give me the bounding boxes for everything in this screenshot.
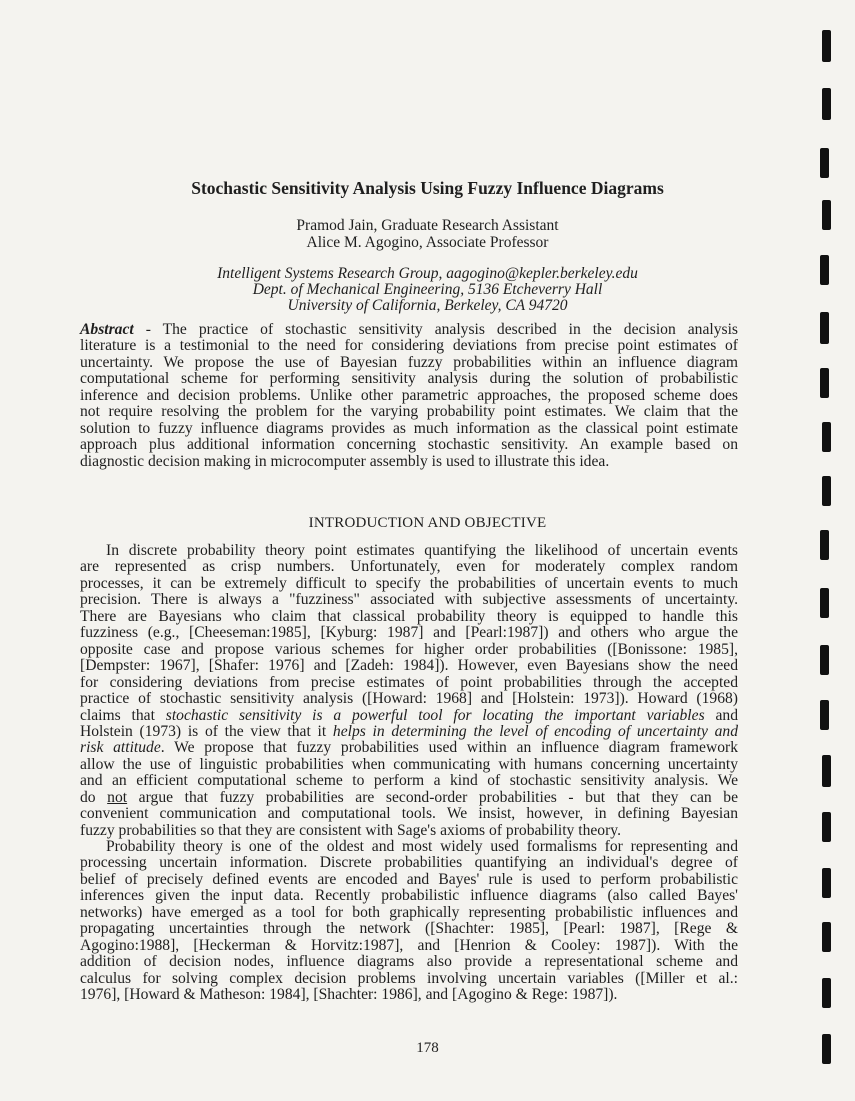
- text-span: claims that: [80, 706, 166, 724]
- scan-mark: [820, 700, 829, 730]
- author-1: Pramod Jain, Graduate Research Assistant: [296, 217, 559, 234]
- text-line: [80, 888, 738, 904]
- text-span: and an efficient computational scheme to perform a kind of stochastic sensitivity analysis. We: [80, 772, 738, 790]
- scan-mark: [822, 88, 831, 120]
- text-line: [80, 642, 738, 658]
- scan-mark: [820, 368, 829, 398]
- text-span: addition of decision nodes, influence diagrams also provide a representational scheme and: [80, 953, 738, 971]
- text-span: diagnostic decision making in microcomputer assembly is used to illustrate this idea.: [80, 452, 610, 470]
- affiliation: [0, 266, 855, 313]
- abstract: [80, 322, 738, 470]
- affiliation-line: University of California, Berkeley, CA 94720: [287, 296, 568, 314]
- text-line: [80, 691, 738, 707]
- text-line: [80, 437, 738, 453]
- text-line: [80, 576, 738, 592]
- text-span: inferences given the input data. Recently probabilistic influence diagrams (also called Bayes': [80, 887, 738, 905]
- italic-text: risk attitude: [80, 739, 161, 757]
- text-line: [80, 954, 738, 970]
- scan-mark: [822, 30, 831, 62]
- text-line: [80, 740, 738, 756]
- affiliation-line: Dept. of Mechanical Engineering, 5136 Etcheverry Hall: [252, 280, 603, 298]
- text-span: inference and decision problems. Unlike other parametric approaches, the proposed scheme does: [80, 386, 738, 404]
- text-line: [80, 790, 738, 806]
- text-line: [80, 872, 738, 888]
- scan-mark: [820, 530, 829, 560]
- text-line: [80, 625, 738, 641]
- text-span: practice of stochastic sensitivity analysis ([Howard: 1968] and [Holstein: 1973]). Howard (1968): [80, 690, 738, 708]
- text-span: Holstein (1973) is of the view that it: [80, 722, 333, 740]
- paper-title: Stochastic Sensitivity Analysis Using Fuzzy Influence Diagrams: [191, 178, 664, 198]
- author-list: [0, 218, 855, 251]
- text-span: - The practice of stochastic sensitivity analysis described in the decision analysis: [133, 321, 738, 338]
- text-line: [80, 724, 738, 740]
- text-line: [80, 338, 738, 354]
- text-line: [80, 855, 738, 871]
- text-line: [80, 421, 738, 437]
- scan-mark: [820, 645, 829, 675]
- text-line: [80, 823, 738, 839]
- text-line: [80, 938, 738, 954]
- scan-mark: [820, 255, 829, 285]
- text-span: precision. There is always a "fuzziness" associated with subjective assessments of uncertainty.: [80, 591, 738, 609]
- text-line: [80, 592, 738, 608]
- text-span: processing uncertain information. Discrete probabilities quantifying an individual's degree of: [80, 854, 738, 872]
- text-line: [80, 388, 738, 404]
- text-span: Probability theory is one of the oldest and most widely used formalisms for representing and: [106, 838, 738, 855]
- text-span: not require resolving the problem for the varying probability point estimates. We claim that the: [80, 403, 738, 421]
- scan-mark: [822, 422, 831, 452]
- text-line: [80, 658, 738, 674]
- text-span: computational scheme for performing sensitivity analysis during the solution of probabilistic: [80, 370, 738, 388]
- text-span: 1976], [Howard & Matheson: 1984], [Shachter: 1986], and [Agogino & Rege: 1987]).: [80, 986, 618, 1004]
- text-line: [80, 609, 738, 625]
- text-span: argue that fuzzy probabilities are second-order probabilities - but that they can be: [127, 788, 738, 806]
- text-span: propagating uncertainties through the network ([Shachter: 1985], [Pearl: 1987], [Rege &: [80, 920, 738, 938]
- text-line: [80, 454, 738, 470]
- text-line: [80, 708, 738, 724]
- text-line: [80, 543, 738, 559]
- text-line: [80, 355, 738, 371]
- scan-mark: [822, 200, 831, 230]
- text-span: do: [80, 788, 108, 806]
- text-line: [80, 371, 738, 387]
- scan-mark: [822, 812, 831, 842]
- scan-mark: [822, 868, 831, 898]
- scan-mark: [822, 922, 831, 952]
- text-line: [80, 905, 738, 921]
- text-line: [80, 757, 738, 773]
- abstract-label: Abstract: [80, 321, 134, 338]
- author-2: Alice M. Agogino, Associate Professor: [306, 233, 549, 251]
- text-line: [80, 806, 738, 822]
- scan-mark: [822, 755, 831, 787]
- text-span: processes, it can be extremely difficult to specify the probabilities of uncertain events to much: [80, 574, 738, 592]
- text-span: uncertainty. We propose the use of Bayesian fuzzy probabilities within an influence diagram: [80, 353, 738, 371]
- italic-text: helps in determining the level of encoding of uncertainty and: [332, 722, 739, 740]
- text-span: Agogino:1988], [Heckerman & Horvitz:1987], and [Henrion & Cooley: 1987]). With the: [80, 936, 738, 954]
- section-heading: INTRODUCTION AND OBJECTIVE: [308, 515, 547, 531]
- text-span: are represented as crisp numbers. Unfortunately, even for moderately complex random: [80, 558, 738, 576]
- text-span: solution to fuzzy influence diagrams provides as much information as the classical point estimate: [80, 419, 738, 437]
- text-span: In discrete probability theory point estimates quantifying the likelihood of uncertain events: [106, 542, 738, 559]
- text-line: [80, 322, 738, 338]
- scan-mark: [822, 1034, 831, 1064]
- text-span: literature is a testimonial to the need for considering deviations from precise point estimates of: [80, 337, 738, 355]
- text-span: calculus for solving complex decision problems involving uncertain variables ([Miller et al.:: [80, 969, 738, 987]
- scan-mark: [820, 588, 829, 618]
- text-span: allow the use of linguistic probabilities when communicating with humans concerning uncertainty: [80, 755, 738, 773]
- page-number: 178: [416, 1040, 439, 1056]
- text-span: networks) have emerged as a tool for both graphically representing probabilistic influences and: [80, 903, 738, 921]
- text-span: for considering deviations from precise estimates of point probabilities through the accepted: [80, 673, 738, 691]
- italic-text: stochastic sensitivity is a powerful tool for locating the important variables: [165, 706, 705, 724]
- text-span: and: [704, 706, 738, 724]
- text-span: [Dempster: 1967], [Shafer: 1976] and [Zadeh: 1984]). However, even Bayesians show the need: [80, 657, 738, 675]
- text-span: . We propose that fuzzy probabilities used within an influence diagram framework: [160, 739, 738, 757]
- text-span: There are Bayesians who claim that classical probability theory is equipped to handle this: [80, 607, 738, 625]
- text-span: opposite case and propose various schemes for higher order probabilities ([Bonissone: 1985],: [80, 640, 738, 658]
- text-line: [80, 921, 738, 937]
- text-line: [80, 773, 738, 789]
- scan-mark: [820, 312, 829, 344]
- text-span: approach plus additional information concerning stochastic sensitivity. An example based on: [80, 436, 738, 454]
- text-line: [80, 839, 738, 855]
- scan-mark: [822, 978, 831, 1008]
- affiliation-line: Intelligent Systems Research Group, aagogino@kepler.berkeley.edu: [217, 265, 638, 282]
- text-line: [80, 404, 738, 420]
- scan-mark: [822, 476, 831, 506]
- text-line: [80, 559, 738, 575]
- text-line: [80, 971, 738, 987]
- underlined-text: not: [107, 788, 128, 806]
- text-span: convenient communication and computational tools. We insist, however, in defining Bayesian: [80, 805, 738, 823]
- text-span: fuzzy probabilities so that they are consistent with Sage's axioms of probability theory.: [80, 821, 621, 839]
- intro-paragraph-2: [80, 839, 738, 1004]
- text-span: belief of precisely defined events are encoded and Bayes' rule is used to perform probabilistic: [80, 870, 738, 888]
- text-line: [80, 987, 738, 1003]
- text-line: [80, 675, 738, 691]
- intro-paragraph-1: [80, 543, 738, 839]
- scan-mark: [820, 148, 829, 178]
- text-span: fuzziness (e.g., [Cheeseman:1985], [Kyburg: 1987] and [Pearl:1987]) and others who argue the: [80, 624, 738, 642]
